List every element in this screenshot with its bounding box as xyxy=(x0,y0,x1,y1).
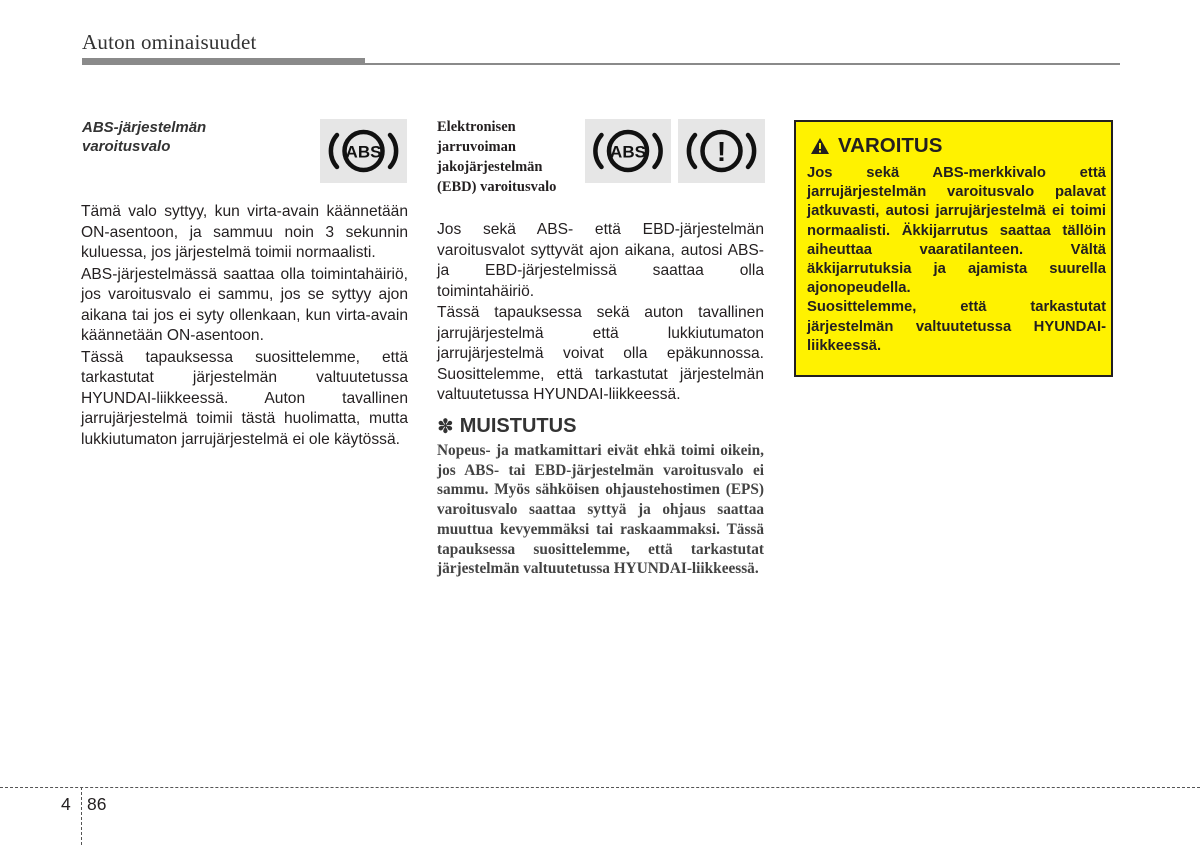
warning-text xyxy=(807,164,1106,356)
abs-icon-label: ABS xyxy=(345,142,382,162)
footer-dashed-rule xyxy=(0,787,1200,788)
brake-indicator-icon-box xyxy=(678,119,765,183)
abs-indicator-icon-box xyxy=(585,119,671,183)
paragraph: Tässä tapauksessa suosittelemme, että tarkastutat järjestelmän valtuutetussa HYUNDAI-liikkeessä. Auton tavallinen jarrujärjestelmä toimii tästä huolimatta, mutta lukkiutumaton jarrujärjestelmä ei ole käytössä. xyxy=(81,348,408,448)
page-header-title: Auton ominaisuudet xyxy=(82,30,257,54)
footer-vertical-dashed-rule xyxy=(81,787,82,845)
note-title: MUISTUTUS xyxy=(459,415,577,437)
abs-warning-heading: ABS-järjestelmän varoitusvalo xyxy=(82,119,207,155)
abs-icon xyxy=(320,119,407,183)
paragraph: Jos sekä ABS-merkkivalo että jarrujärjestelmän varoitusvalo palavat jatkuvasti, autosi jarrujärjestelmä ei toimi normaalisti. Äkkijarrutus saattaa tällöin aiheuttaa vaaratilanteen. Vältä äkkijarrutuksia ja ajamista suurella ajonopeudella. xyxy=(807,165,1106,297)
ebd-description xyxy=(437,220,764,407)
abs-indicator-icon-box xyxy=(320,119,407,183)
ebd-warning-heading: Elektronisen jarruvoiman jakojärjestelmän (EBD) varoitusvalo xyxy=(437,119,557,195)
paragraph: ABS-järjestelmässä saattaa olla toimintahäiriö, jos varoitusvalo ei sammu, jos se syttyy ajon aikana tai jos ei syty ollenkaan, kun virta-avain käännetään ON-asentoon. xyxy=(81,265,408,344)
warning-box xyxy=(794,120,1113,377)
note-text: Nopeus- ja matkamittari eivät ehkä toimi oikein, jos ABS- tai EBD-järjestelmän varoitusvalo ei sammu. Myös sähköisen ohjaustehostimen (EPS) varoitusvalo saattaa syttyä ja ohjaus saattaa muuttua kevyemmäksi tai raskaammaksi. Tässä tapauksessa suosittelemme, että tarkastutat järjestelmän valtuutetussa HYUNDAI-liikkeessä. xyxy=(437,442,764,578)
abs-description xyxy=(81,202,408,451)
paragraph: Tässä tapauksessa sekä auton tavallinen jarrujärjestelmä että lukkiutumaton jarrujärjestelmä voivat olla epäkunnossa. Suosittelemme, että tarkastutat järjestelmän valtuutetussa HYUNDAI-liikkeessä. xyxy=(437,304,764,403)
abs-icon xyxy=(585,119,671,183)
warning-title: VAROITUS xyxy=(838,134,943,157)
note-heading xyxy=(437,415,576,438)
paragraph: Tämä valo syttyy, kun virta-avain käännetään ON-asentoon, ja sammuu noin 3 sekunnin kuluessa, jos järjestelmä toimii normaalisti. xyxy=(81,203,408,261)
warning-triangle-icon xyxy=(810,137,830,155)
paragraph: Suosittelemme, että tarkastutat järjestelmän valtuutetussa HYUNDAI-liikkeessä. xyxy=(807,299,1106,354)
brake-warning-icon xyxy=(678,119,765,183)
page-number: 86 xyxy=(87,794,107,814)
warning-heading xyxy=(810,134,942,158)
chapter-number: 4 xyxy=(61,794,71,814)
note-star-icon: ✽ xyxy=(437,415,454,438)
header-rule-thick xyxy=(82,58,365,65)
exclamation-mark: ! xyxy=(716,136,727,167)
paragraph: Jos sekä ABS- että EBD-järjestelmän varoitusvalot syttyvät ajon aikana, autosi ABS- ja EBD-järjestelmissä saattaa olla toimintahäiriö. xyxy=(437,221,764,300)
abs-icon-label: ABS xyxy=(610,142,646,162)
header-rule-thin xyxy=(365,63,1120,65)
